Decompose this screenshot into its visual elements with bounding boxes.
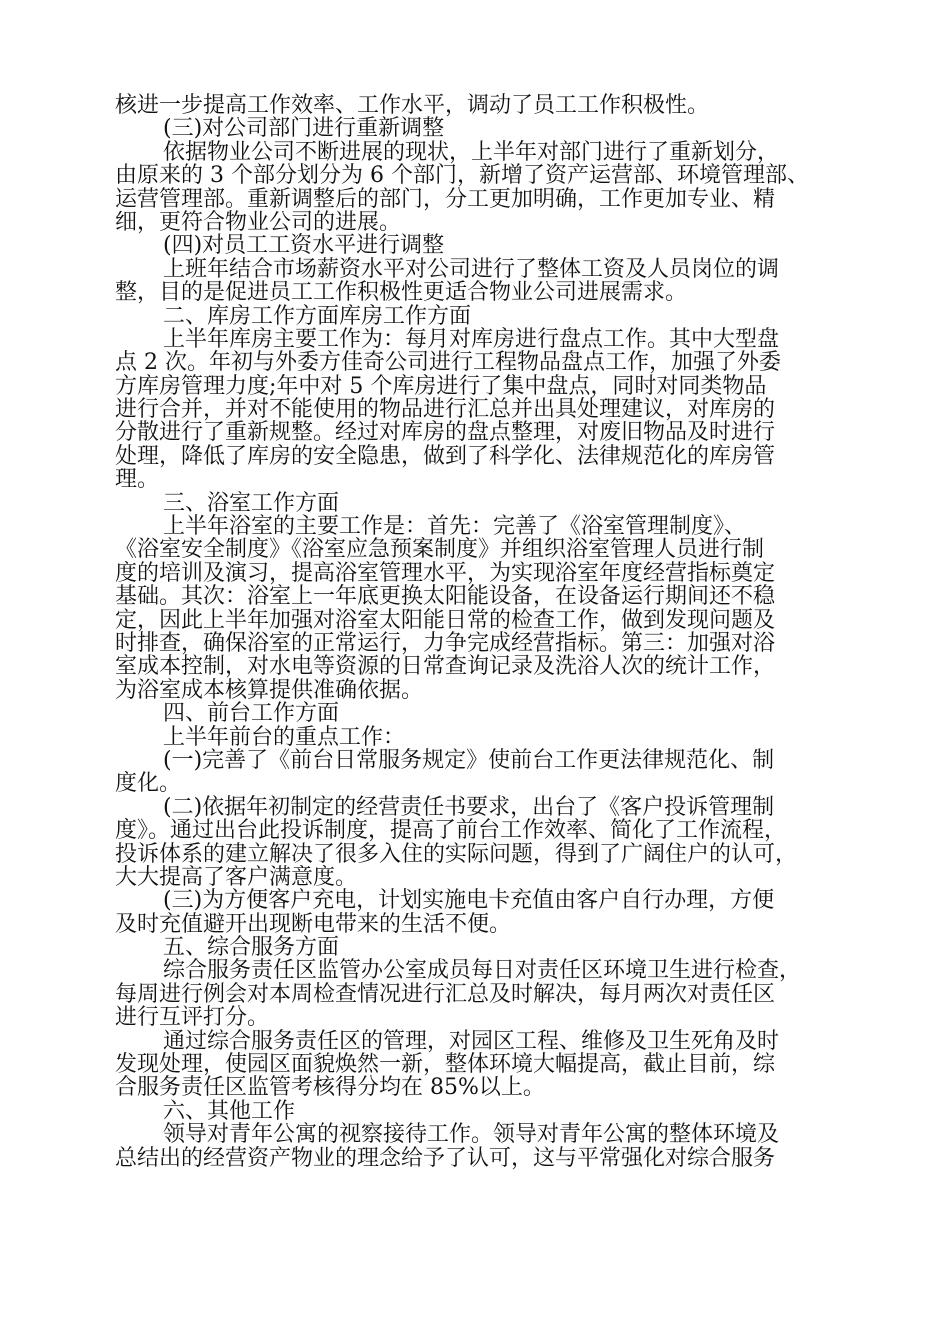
text-line: 进行合并，并对不能使用的物品进行汇总并出具处理建议，对库房的 — [115, 397, 776, 423]
text-line: 大大提高了客户满意度。 — [115, 864, 358, 890]
text-line: 投诉体系的建立解决了很多入住的实际问题，得到了广阔住户的认可， — [115, 841, 798, 867]
text-line: 室成本控制，对水电等资源的日常查询记录及洗浴人次的统计工作， — [115, 654, 776, 680]
text-line: 定，因此上半年加强对浴室太阳能日常的检查工作，做到发现问题及 — [115, 607, 776, 633]
section-heading: 二、库房工作方面库房工作方面 — [163, 303, 472, 329]
text-line: 上半年库房主要工作为：每月对库房进行盘点工作。其中大型盘 — [163, 326, 780, 352]
section-heading: 四、前台工作方面 — [163, 701, 340, 727]
document-page — [115, 94, 838, 1170]
text-line: 方库房管理力度;年中对 5 个库房进行了集中盘点，同时对同类物品 — [115, 373, 767, 399]
text-line: 综合服务责任区监管办公室成员每日对责任区环境卫生进行检查， — [163, 958, 802, 984]
section-heading: (四)对员工工资水平进行调整 — [163, 233, 445, 259]
section-heading: 三、浴室工作方面 — [163, 490, 340, 516]
text-line: 依据物业公司不断进展的现状，上半年对部门进行了重新划分， — [163, 139, 780, 165]
text-line: 时排查，确保浴室的正常运行，力争完成经营指标。第三：加强对浴 — [115, 630, 776, 656]
text-line: 运营管理部。重新调整后的部门，分工更加明确，工作更加专业、精 — [115, 186, 776, 212]
section-heading: 五、综合服务方面 — [163, 935, 340, 961]
text-line: 分散进行了重新规整。经过对库房的盘点整理，对废旧物品及时进行 — [115, 420, 776, 446]
text-line: 上班年结合市场薪资水平对公司进行了整体工资及人员岗位的调 — [163, 256, 780, 282]
text-line: 每周进行例会对本周检查情况进行汇总及时解决，每月两次对责任区 — [115, 981, 776, 1007]
text-line: 由原来的 3 个部分划分为 6 个部门，新增了资产运营部、环境管理部、 — [115, 163, 809, 189]
text-line: 理。 — [115, 467, 160, 493]
text-line: 总结出的经营资产物业的理念给予了认可，这与平常强化对综合服务 — [115, 1145, 776, 1171]
text-line: 通过综合服务责任区的管理，对园区工程、维修及卫生死角及时 — [163, 1028, 780, 1054]
text-line: 点 2 次。年初与外委方佳奇公司进行工程物品盘点工作，加强了外委 — [115, 350, 781, 376]
text-line: 处理，降低了库房的安全隐患，做到了科学化、法律规范化的库房管 — [115, 443, 776, 469]
text-line: 《浴室安全制度》《浴室应急预案制度》并组织浴室管理人员进行制 — [115, 537, 765, 563]
text-line: (一)完善了《前台日常服务规定》使前台工作更法律规范化、制 — [163, 747, 775, 773]
text-line: 核进一步提高工作效率、工作水平，调动了员工工作积极性。 — [115, 93, 710, 118]
text-line: 度的培训及演习，提高浴室管理水平，为实现浴室年度经营指标奠定 — [115, 560, 776, 586]
text-line: 上半年浴室的主要工作是：首先：完善了《浴室管理制度》、 — [163, 514, 747, 540]
section-heading: (三)对公司部门进行重新调整 — [163, 116, 445, 142]
text-line: 整，目的是促进员工工作积极性更适合物业公司进展需求。 — [115, 280, 688, 306]
text-line: 及时充值避开出现断电带来的生活不便。 — [115, 911, 512, 937]
text-line: (三)为方便客户充电，计划实施电卡充值由客户自行办理，方便 — [163, 888, 775, 914]
text-line: 度》。通过出台此投诉制度，提高了前台工作效率、简化了工作流程， — [115, 818, 787, 844]
text-line: 合服务责任区监管考核得分均在 85%以上。 — [115, 1075, 545, 1101]
text-line: (二)依据年初制定的经营责任书要求，出台了《客户投诉管理制 — [163, 794, 775, 820]
section-heading: 六、其他工作 — [163, 1098, 296, 1124]
text-line: 为浴室成本核算提供准确依据。 — [115, 677, 424, 703]
text-line: 基础。其次：浴室上一年底更换太阳能设备，在设备运行期间还不稳 — [115, 584, 776, 610]
text-line: 度化。 — [115, 771, 182, 797]
text-line: 上半年前台的重点工作： — [163, 724, 406, 750]
text-line: 进行互评打分。 — [115, 1005, 270, 1031]
text-line: 细，更符合物业公司的进展。 — [115, 209, 402, 235]
text-line: 领导对青年公寓的视察接待工作。领导对青年公寓的整体环境及 — [163, 1122, 780, 1148]
text-line: 发现处理，使园区面貌焕然一新，整体环境大幅提高，截止目前，综 — [115, 1052, 776, 1078]
